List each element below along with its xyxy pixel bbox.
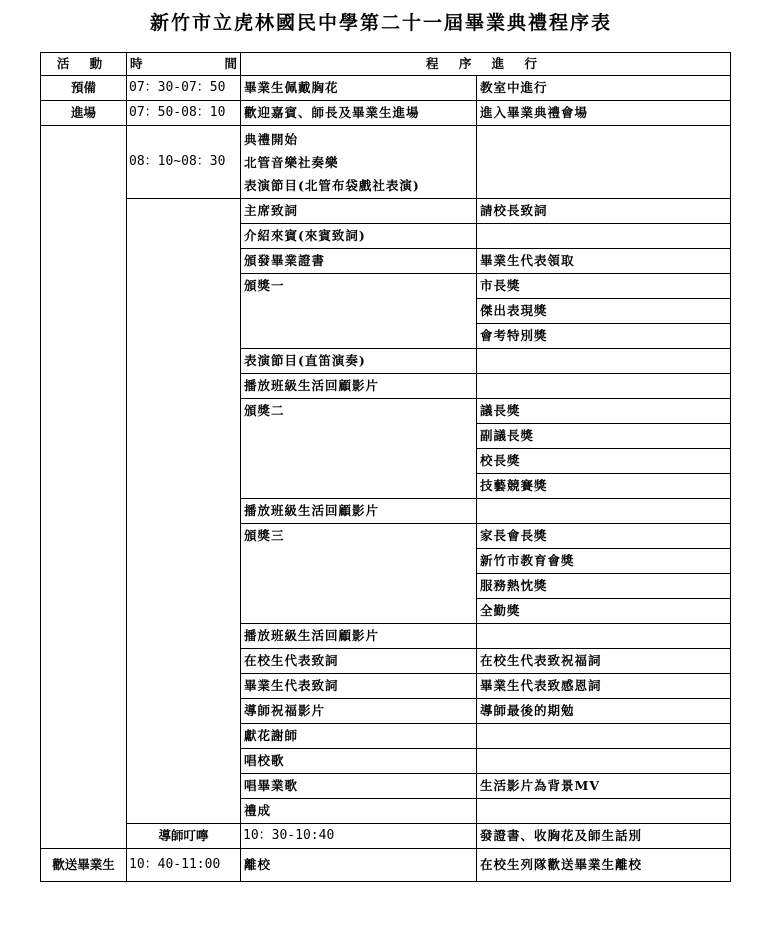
program-item-cell: 唱畢業歌 [241, 774, 477, 799]
table-row [41, 76, 731, 101]
note-cell [477, 126, 731, 199]
note-cell: 請校長致詞 [477, 199, 731, 224]
program-item-cell [241, 449, 477, 474]
time-cell: 10：30-10:40 [241, 824, 477, 849]
program-item-cell: 禮成 [241, 799, 477, 824]
note-cell: 生活影片為背景MV [477, 774, 731, 799]
table-row [41, 101, 731, 126]
header-program: 程 序 進 行 [241, 53, 731, 76]
program-item-cell [241, 299, 477, 324]
table-row-opening [41, 126, 731, 199]
time-cell: 07：30-07：50 [127, 76, 241, 101]
note-cell: 議長獎 [477, 399, 731, 424]
activity-cell: 歡送畢業生 [41, 849, 127, 882]
header-time-right: 間 [224, 56, 237, 71]
time-cell: 10：40-11:00 [127, 849, 241, 882]
note-cell: 教室中進行 [477, 76, 731, 101]
header-time [127, 53, 241, 76]
program-item-cell: 頒發畢業證書 [241, 249, 477, 274]
note-cell [477, 499, 731, 524]
note-cell: 傑出表現獎 [477, 299, 731, 324]
note-cell: 市長獎 [477, 274, 731, 299]
opening-items-cell [241, 126, 477, 199]
header-time-left: 時 [130, 56, 143, 71]
note-cell: 新竹市教育會獎 [477, 549, 731, 574]
program-item-cell: 畢業生佩戴胸花 [241, 76, 477, 101]
note-cell [477, 374, 731, 399]
note-cell: 家長會長獎 [477, 524, 731, 549]
program-item-cell [241, 574, 477, 599]
program-item-cell: 發證書、收胸花及師生話別 [477, 824, 731, 849]
activity-cell-ceremony [41, 126, 127, 849]
note-cell: 在校生列隊歡送畢業生離校 [477, 849, 731, 882]
program-item-cell: 介紹來賓(來賓致詞) [241, 224, 477, 249]
program-item-cell: 畢業生代表致詞 [241, 674, 477, 699]
program-item-cell: 離校 [241, 849, 477, 882]
program-item-cell [241, 324, 477, 349]
note-cell [477, 224, 731, 249]
time-cell-opening: 08：10~08：30 [127, 126, 241, 199]
opening-item: 典禮開始 [244, 131, 299, 147]
program-item-cell: 頒獎一 [241, 274, 477, 299]
program-item-cell: 播放班級生活回顧影片 [241, 624, 477, 649]
program-item-cell [241, 474, 477, 499]
note-cell [477, 724, 731, 749]
program-item-cell: 頒獎三 [241, 524, 477, 549]
note-cell: 副議長獎 [477, 424, 731, 449]
table-header-row [41, 53, 731, 76]
activity-cell: 預備 [41, 76, 127, 101]
note-cell [477, 799, 731, 824]
table-row [41, 849, 731, 882]
program-table [40, 52, 731, 882]
program-item-cell: 唱校歌 [241, 749, 477, 774]
activity-cell: 導師叮嚀 [127, 824, 241, 849]
program-item-cell: 主席致詞 [241, 199, 477, 224]
note-cell: 技藝競賽獎 [477, 474, 731, 499]
program-item-cell: 播放班級生活回顧影片 [241, 499, 477, 524]
note-cell: 全勤獎 [477, 599, 731, 624]
note-cell: 服務熱忱獎 [477, 574, 731, 599]
program-item-cell [241, 599, 477, 624]
note-cell: 導師最後的期勉 [477, 699, 731, 724]
time-cell-main [127, 199, 241, 824]
table-row [41, 199, 731, 224]
program-item-cell: 表演節目(直笛演奏) [241, 349, 477, 374]
program-item-cell: 導師祝福影片 [241, 699, 477, 724]
program-item-cell: 頒獎二 [241, 399, 477, 424]
note-cell: 畢業生代表致感恩詞 [477, 674, 731, 699]
note-cell: 畢業生代表領取 [477, 249, 731, 274]
activity-cell: 進場 [41, 101, 127, 126]
opening-item: 北管音樂社奏樂 [244, 154, 339, 170]
note-cell: 會考特別獎 [477, 324, 731, 349]
note-cell: 在校生代表致祝福詞 [477, 649, 731, 674]
page-title: 新竹市立虎林國民中學第二十一屆畢業典禮程序表 [149, 12, 612, 34]
header-activity: 活 動 [41, 53, 127, 76]
program-item-cell: 歡迎嘉賓、師長及畢業生進場 [241, 101, 477, 126]
program-item-cell: 在校生代表致詞 [241, 649, 477, 674]
program-item-cell: 播放班級生活回顧影片 [241, 374, 477, 399]
note-cell: 校長獎 [477, 449, 731, 474]
opening-item: 表演節目(北管布袋戲社表演) [244, 177, 420, 193]
table-row [41, 824, 731, 849]
program-item-cell: 獻花謝師 [241, 724, 477, 749]
program-item-cell [241, 424, 477, 449]
note-cell: 進入畢業典禮會場 [477, 101, 731, 126]
note-cell [477, 749, 731, 774]
time-cell: 07：50-08：10 [127, 101, 241, 126]
program-item-cell [241, 549, 477, 574]
note-cell [477, 349, 731, 374]
note-cell [477, 624, 731, 649]
